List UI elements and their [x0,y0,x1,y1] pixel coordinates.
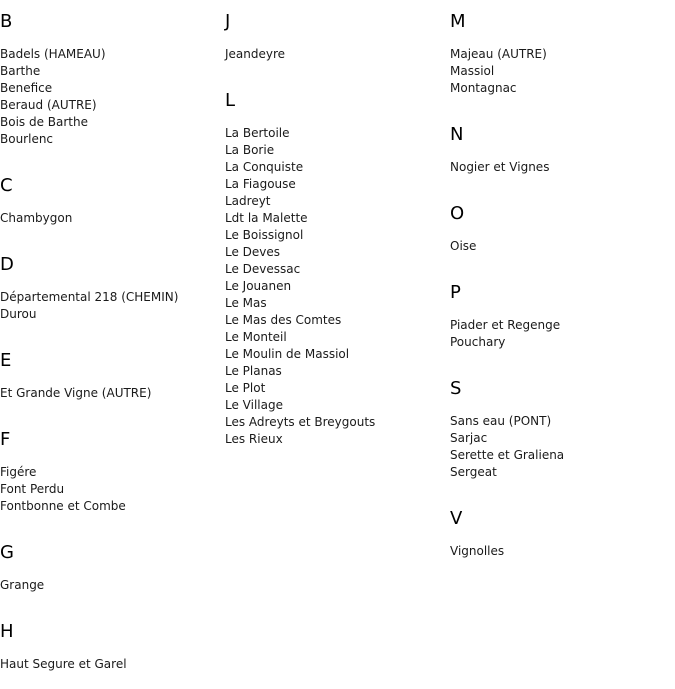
list-item [450,334,564,351]
place-link-serette-et-graliena[interactable]: Serette et Graliena [450,448,565,462]
list-item [450,543,564,560]
place-link-le-deves[interactable]: Le Deves [225,245,281,259]
letter-heading-c: C [0,175,13,196]
place-link-le-moulin-de-massiol[interactable]: Le Moulin de Massiol [225,347,350,361]
place-link-nogier-et-vignes[interactable]: Nogier et Vignes [450,160,550,174]
list-item [225,244,375,261]
letter-heading-g: G [0,542,14,563]
place-link-les-adreyts-et-breygouts[interactable]: Les Adreyts et Breygouts [225,415,376,429]
place-link-la-conquiste[interactable]: La Conquiste [225,160,304,174]
place-list [0,464,178,515]
letter-group-c [0,176,178,243]
list-item [225,397,375,414]
place-link-sergeat[interactable]: Sergeat [450,465,497,479]
letter-heading-h: H [0,621,14,642]
place-list [450,317,564,351]
letter-group-m [450,12,564,113]
list-item [450,464,564,481]
place-list [450,413,564,481]
list-item [225,278,375,295]
list-item [0,131,178,148]
place-link-le-jouanen[interactable]: Le Jouanen [225,279,292,293]
list-item [225,431,375,448]
list-item [225,346,375,363]
letter-heading-n: N [450,124,464,145]
place-link-piader-et-regenge[interactable]: Piader et Regenge [450,318,561,332]
letter-group-h [0,622,178,689]
list-item [0,210,178,227]
list-item [0,63,178,80]
place-link-majeau-autre[interactable]: Majeau (AUTRE) [450,47,547,61]
list-item [450,238,564,255]
letter-group-p [450,283,564,367]
place-list [450,238,564,255]
list-item [0,498,178,515]
letter-heading-d: D [0,254,14,275]
place-list [225,125,375,448]
place-link-la-fiagouse[interactable]: La Fiagouse [225,177,296,191]
list-item [225,125,375,142]
letter-group-n [450,125,564,192]
place-link-durou[interactable]: Durou [0,307,37,321]
list-item [0,656,178,673]
list-item [0,289,178,306]
place-link-departemental-218-chemin[interactable]: Départemental 218 (CHEMIN) [0,290,179,304]
list-item [225,295,375,312]
place-link-et-grande-vigne-autre[interactable]: Et Grande Vigne (AUTRE) [0,386,152,400]
place-list [0,577,178,594]
letter-heading-o: O [450,203,465,224]
letter-heading-e: E [0,350,12,371]
place-link-montagnac[interactable]: Montagnac [450,81,517,95]
place-link-font-perdu[interactable]: Font Perdu [0,482,65,496]
list-item [225,261,375,278]
place-link-haut-segure-et-garel[interactable]: Haut Segure et Garel [0,657,127,671]
letter-heading-j: J [225,11,231,32]
list-item [225,312,375,329]
letter-group-f [0,430,178,531]
place-link-badels-hameau[interactable]: Badels (HAMEAU) [0,47,106,61]
letter-group-v [450,509,564,576]
letter-heading-l: L [225,90,236,111]
place-link-chambygon[interactable]: Chambygon [0,211,73,225]
letter-heading-m: M [450,11,466,32]
place-link-pouchary[interactable]: Pouchary [450,335,506,349]
place-list [0,656,178,673]
letter-heading-p: P [450,282,461,303]
letter-group-b [0,12,178,164]
place-link-le-village[interactable]: Le Village [225,398,283,412]
letter-heading-v: V [450,508,463,529]
place-link-les-rieux[interactable]: Les Rieux [225,432,283,446]
place-link-figere[interactable]: Figére [0,465,37,479]
place-link-le-boissignol[interactable]: Le Boissignol [225,228,304,242]
index-column-1 [0,0,178,689]
place-list [450,543,564,560]
place-list [225,46,375,63]
letter-group-o [450,204,564,271]
place-list [0,289,178,323]
place-link-le-monteil[interactable]: Le Monteil [225,330,287,344]
list-item [225,227,375,244]
list-item [225,142,375,159]
letter-group-l [225,91,375,464]
list-item [0,80,178,97]
place-link-massiol[interactable]: Massiol [450,64,495,78]
letter-group-g [0,543,178,610]
list-item [450,430,564,447]
index-column-2 [225,0,375,464]
place-link-le-mas-des-comtes[interactable]: Le Mas des Comtes [225,313,342,327]
place-list [0,46,178,148]
list-item [0,577,178,594]
place-link-la-bertoile[interactable]: La Bertoile [225,126,290,140]
list-item [225,380,375,397]
list-item [225,414,375,431]
list-item [450,159,564,176]
index-column-3 [450,0,564,576]
list-item [450,63,564,80]
place-list [0,210,178,227]
place-link-vignolles[interactable]: Vignolles [450,544,505,558]
list-item [225,159,375,176]
letter-heading-s: S [450,378,462,399]
list-item [225,329,375,346]
place-list [450,159,564,176]
place-link-le-mas[interactable]: Le Mas [225,296,267,310]
letter-group-d [0,255,178,339]
place-link-bois-de-barthe[interactable]: Bois de Barthe [0,115,89,129]
place-link-ldt-la-malette[interactable]: Ldt la Malette [225,211,308,225]
list-item [0,46,178,63]
place-link-oise[interactable]: Oise [450,239,477,253]
list-item [450,447,564,464]
list-item [225,176,375,193]
list-item [450,317,564,334]
list-item [450,80,564,97]
place-link-benefice[interactable]: Benefice [0,81,53,95]
place-link-bourlenc[interactable]: Bourlenc [0,132,54,146]
place-link-le-plot[interactable]: Le Plot [225,381,266,395]
letter-heading-f: F [0,429,11,450]
list-item [225,46,375,63]
place-link-barthe[interactable]: Barthe [0,64,41,78]
place-link-le-devessac[interactable]: Le Devessac [225,262,301,276]
letter-group-e [0,351,178,418]
place-link-sans-eau-pont[interactable]: Sans eau (PONT) [450,414,552,428]
place-link-la-borie[interactable]: La Borie [225,143,275,157]
list-item [0,97,178,114]
list-item [0,114,178,131]
list-item [450,413,564,430]
place-link-jeandeyre[interactable]: Jeandeyre [225,47,286,61]
list-item [225,193,375,210]
place-link-grange[interactable]: Grange [0,578,45,592]
place-list [450,46,564,97]
letter-heading-b: B [0,11,13,32]
place-link-beraud-autre[interactable]: Beraud (AUTRE) [0,98,97,112]
place-link-sarjac[interactable]: Sarjac [450,431,488,445]
list-item [0,481,178,498]
list-item [225,363,375,380]
list-item [450,46,564,63]
list-item [225,210,375,227]
place-list [0,385,178,402]
letter-group-s [450,379,564,497]
place-link-le-planas[interactable]: Le Planas [225,364,282,378]
place-link-ladreyt[interactable]: Ladreyt [225,194,271,208]
list-item [0,385,178,402]
letter-group-j [225,12,375,79]
place-link-fontbonne-et-combe[interactable]: Fontbonne et Combe [0,499,126,513]
list-item [0,464,178,481]
list-item [0,306,178,323]
